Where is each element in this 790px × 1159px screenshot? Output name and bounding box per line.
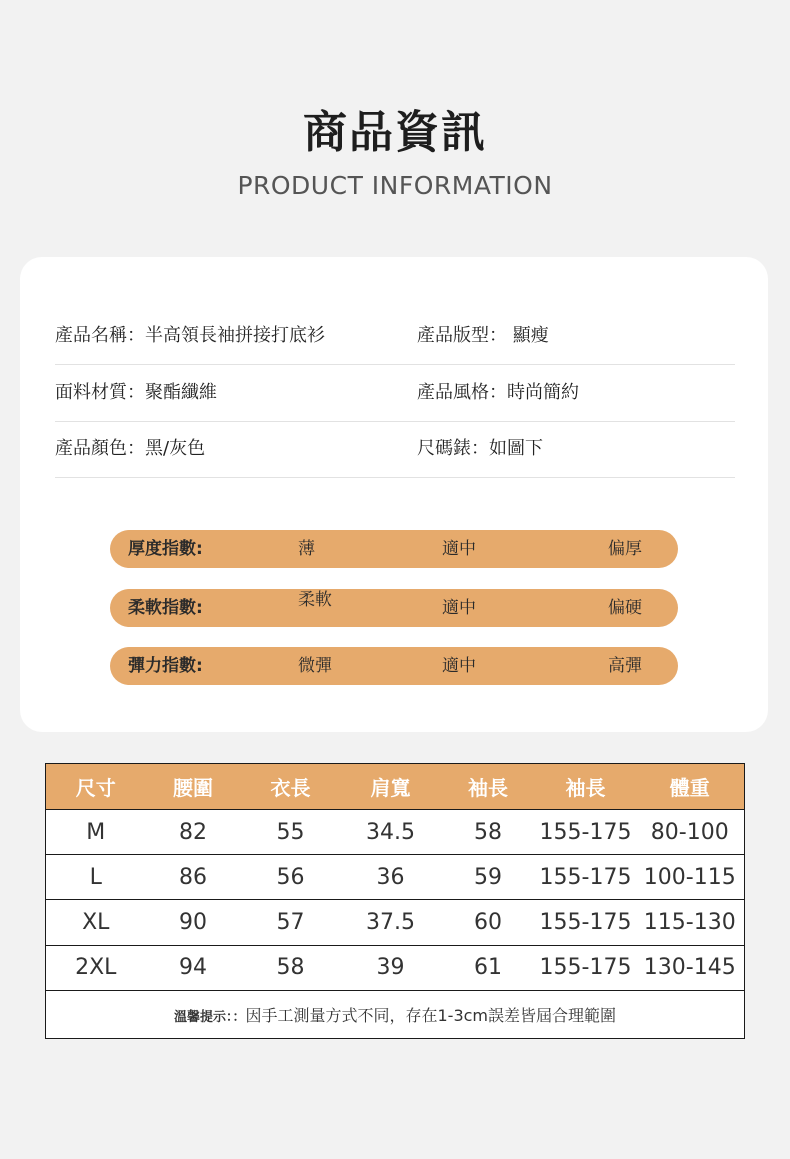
index-option: 偏厚 xyxy=(608,539,642,559)
cell-shoulder: 36 xyxy=(341,855,441,900)
cell-length: 58 xyxy=(241,945,341,990)
header-length: 衣長 xyxy=(241,764,341,810)
cell-weight: 130-145 xyxy=(636,945,745,990)
cell-waist: 90 xyxy=(146,900,241,945)
cell-sleeve: 59 xyxy=(441,855,536,900)
cell-waist: 82 xyxy=(146,810,241,855)
page-title: 商品資訊 xyxy=(303,107,487,158)
cell-size: M xyxy=(46,810,146,855)
cell-sleeve: 61 xyxy=(441,945,536,990)
note-label: 溫馨提示：： xyxy=(173,1009,246,1025)
cell-shoulder: 39 xyxy=(341,945,441,990)
index-option: 薄 xyxy=(298,539,315,559)
table-note-row xyxy=(46,990,745,1038)
header-height: 袖長 xyxy=(536,764,636,810)
index-label: 柔軟指數: xyxy=(128,598,203,618)
product-style: 產品風格：時尚簡約 xyxy=(417,382,579,403)
cell-sleeve: 60 xyxy=(441,900,536,945)
cell-height: 155-175 xyxy=(536,855,636,900)
header-waist: 腰圍 xyxy=(146,764,241,810)
cell-length: 57 xyxy=(241,900,341,945)
cell-height: 155-175 xyxy=(536,810,636,855)
cell-length: 55 xyxy=(241,810,341,855)
index-label: 厚度指數: xyxy=(128,539,203,559)
cell-size: XL xyxy=(46,900,146,945)
cell-height: 155-175 xyxy=(536,900,636,945)
cell-weight: 100-115 xyxy=(636,855,745,900)
header-weight: 體重 xyxy=(636,764,745,810)
elasticity-index xyxy=(110,647,678,685)
index-option: 柔軟 xyxy=(298,590,332,610)
info-row xyxy=(55,365,735,422)
table-row xyxy=(46,855,745,900)
index-option: 偏硬 xyxy=(608,598,642,618)
index-label: 彈力指數: xyxy=(128,656,203,676)
cell-weight: 80-100 xyxy=(636,810,745,855)
product-color: 產品顏色：黑/灰色 xyxy=(55,438,206,459)
size-table xyxy=(45,763,745,1039)
product-fit: 產品版型： 顯瘦 xyxy=(417,325,549,346)
info-row xyxy=(55,421,735,478)
index-option: 適中 xyxy=(442,539,476,559)
page-subtitle: PRODUCT INFORMATION xyxy=(237,171,553,200)
cell-shoulder: 34.5 xyxy=(341,810,441,855)
size-chart-note: 尺碼錶：如圖下 xyxy=(417,438,543,459)
table-note xyxy=(46,990,745,1038)
table-row xyxy=(46,900,745,945)
table-row xyxy=(46,945,745,990)
cell-waist: 94 xyxy=(146,945,241,990)
product-name: 產品名稱：半高領長袖拼接打底衫 xyxy=(55,325,325,346)
index-option: 適中 xyxy=(442,656,476,676)
cell-weight: 115-130 xyxy=(636,900,745,945)
cell-size: L xyxy=(46,855,146,900)
table-row xyxy=(46,810,745,855)
cell-sleeve: 58 xyxy=(441,810,536,855)
softness-index xyxy=(110,589,678,627)
thickness-index xyxy=(110,530,678,568)
cell-length: 56 xyxy=(241,855,341,900)
header-shoulder: 肩寬 xyxy=(341,764,441,810)
index-option: 高彈 xyxy=(608,656,642,676)
size-table-header xyxy=(46,764,745,810)
cell-shoulder: 37.5 xyxy=(341,900,441,945)
index-option: 微彈 xyxy=(298,656,332,676)
info-row xyxy=(55,308,735,365)
product-info-card xyxy=(20,257,768,732)
cell-height: 155-175 xyxy=(536,945,636,990)
fabric-material: 面料材質：聚酯纖維 xyxy=(55,382,217,403)
header-sleeve: 袖長 xyxy=(441,764,536,810)
note-text: 因手工測量方式不同，存在1-3cm誤差皆屆合理範圍 xyxy=(245,1005,617,1025)
index-option: 適中 xyxy=(442,598,476,618)
header-size: 尺寸 xyxy=(46,764,146,810)
cell-size: 2XL xyxy=(46,945,146,990)
cell-waist: 86 xyxy=(146,855,241,900)
